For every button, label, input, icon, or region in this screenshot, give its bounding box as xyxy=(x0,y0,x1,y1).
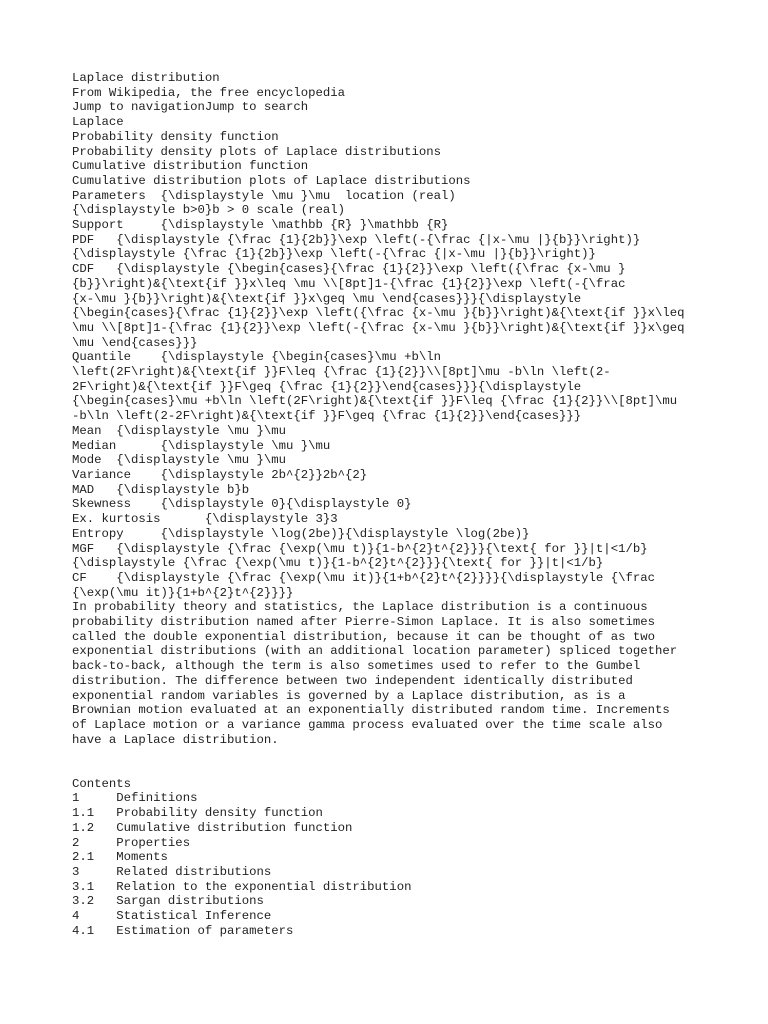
infobox-line: {x-\mu }{b}}\right)&{\text{if }}x\geq \mu \end{cases}}}{\displaystyle xyxy=(72,291,582,306)
header-line: Jump to navigationJump to search xyxy=(72,100,309,115)
contents-item[interactable]: 4.1 Estimation of parameters xyxy=(72,923,294,938)
contents-item[interactable]: 1 Definitions xyxy=(72,791,198,806)
contents-item[interactable]: 3.1 Relation to the exponential distribution xyxy=(72,879,412,894)
contents-list xyxy=(72,791,762,938)
intro-line: have a Laplace distribution. xyxy=(72,732,279,747)
intro-line: distribution. The difference between two independent identically distributed xyxy=(72,673,633,688)
infobox-line: MAD {\displaystyle b}b xyxy=(72,482,250,497)
intro-line: exponential distributions (with an additional location parameter) spliced together xyxy=(72,644,678,659)
intro-line: Brownian motion evaluated at an exponentially distributed random time. Increments xyxy=(72,703,670,718)
infobox-line: {\displaystyle {\frac {\exp(\mu t)}{1-b^{2}t^{2}}}{\text{ for }}|t|<1/b} xyxy=(72,556,604,571)
infobox-line: CF {\displaystyle {\frac {\exp(\mu it)}{1+b^{2}t^{2}}}}{\displaystyle {\frac xyxy=(72,570,655,585)
header-line: Laplace xyxy=(72,115,124,130)
infobox-line: {\exp(\mu it)}{1+b^{2}t^{2}}}} xyxy=(72,585,294,600)
infobox-line: CDF {\displaystyle {\begin{cases}{\frac {1}{2}}\exp \left({\frac {x-\mu } xyxy=(72,262,626,277)
header-line: Laplace distribution xyxy=(72,71,220,85)
contents-item[interactable]: 2.1 Moments xyxy=(72,850,168,865)
infobox xyxy=(72,189,762,601)
infobox-line: Parameters {\displaystyle \mu }\mu location (real) xyxy=(72,188,456,203)
contents-item[interactable]: 1.2 Cumulative distribution function xyxy=(72,820,353,835)
intro-line: called the double exponential distribution, because it can be thought of as two xyxy=(72,629,655,644)
infobox-line: Mean {\displaystyle \mu }\mu xyxy=(72,423,287,438)
infobox-line: {\displaystyle b>0}b > 0 scale (real) xyxy=(72,203,346,218)
contents-item[interactable]: 4 Statistical Inference xyxy=(72,909,272,924)
intro-line: back-to-back, although the term is also sometimes used to refer to the Gumbel xyxy=(72,659,641,674)
header-line: Cumulative distribution plots of Laplace distributions xyxy=(72,173,471,188)
intro-line: exponential random variables is governed by a Laplace distribution, as is a xyxy=(72,688,626,703)
intro-line: In probability theory and statistics, the Laplace distribution is a continuous xyxy=(72,600,648,615)
infobox-line: {\displaystyle {\frac {1}{2b}}\exp \left(-{\frac {|x-\mu |}{b}}\right)} xyxy=(72,247,596,262)
header-line: From Wikipedia, the free encyclopedia xyxy=(72,85,346,100)
infobox-line: {\begin{cases}\mu +b\ln \left(2F\right)&{\text{if }}F\leq {\frac {1}{2}}\\[8pt]\mu xyxy=(72,394,678,409)
infobox-line: 2F\right)&{\text{if }}F\geq {\frac {1}{2}}\end{cases}}}{\displaystyle xyxy=(72,379,582,394)
infobox-line: Ex. kurtosis {\displaystyle 3}3 xyxy=(72,512,338,527)
header-line: Cumulative distribution function xyxy=(72,159,309,174)
intro-line: probability distribution named after Pierre-Simon Laplace. It is also sometimes xyxy=(72,615,655,630)
table-of-contents xyxy=(72,777,762,939)
contents-title: Contents xyxy=(72,776,132,791)
infobox-line: \mu \end{cases}}} xyxy=(72,335,198,350)
infobox-line: MGF {\displaystyle {\frac {\exp(\mu t)}{1-b^{2}t^{2}}}{\text{ for }}|t|<1/b} xyxy=(72,541,648,556)
infobox-line: -b\ln \left(2-2F\right)&{\text{if }}F\geq {\frac {1}{2}}\end{cases}}} xyxy=(72,409,582,424)
intro-line: of Laplace motion or a variance gamma process evaluated over the time scale also xyxy=(72,717,663,732)
infobox-line: \mu \\[8pt]1-{\frac {1}{2}}\exp \left(-{\frac {x-\mu }{b}}\right)&{\text{if }}x\geq xyxy=(72,320,685,335)
infobox-line: Entropy {\displaystyle \log(2be)}{\displaystyle \log(2be)} xyxy=(72,526,530,541)
infobox-line: Mode {\displaystyle \mu }\mu xyxy=(72,453,287,468)
section-gap xyxy=(72,747,762,776)
contents-item[interactable]: 1.1 Probability density function xyxy=(72,806,323,821)
contents-item[interactable]: 3.2 Sargan distributions xyxy=(72,894,264,909)
infobox-line: {\begin{cases}{\frac {1}{2}}\exp \left({\frac {x-\mu }{b}}\right)&{\text{if }}x\leq xyxy=(72,306,685,321)
infobox-line: Median {\displaystyle \mu }\mu xyxy=(72,438,331,453)
infobox-line: Skewness {\displaystyle 0}{\displaystyle 0} xyxy=(72,497,412,512)
intro-paragraph xyxy=(72,600,762,747)
article-header xyxy=(72,71,762,189)
infobox-line: Support {\displaystyle \mathbb {R} }\mathbb {R} xyxy=(72,218,449,233)
contents-item[interactable]: 2 Properties xyxy=(72,835,191,850)
infobox-line: \left(2F\right)&{\text{if }}F\leq {\frac {1}{2}}\\[8pt]\mu -b\ln \left(2- xyxy=(72,365,611,380)
header-line: Probability density function xyxy=(72,129,279,144)
infobox-line: {b}}\right)&{\text{if }}x\leq \mu \\[8pt]1-{\frac {1}{2}}\exp \left(-{\frac xyxy=(72,276,626,291)
infobox-line: PDF {\displaystyle {\frac {1}{2b}}\exp \left(-{\frac {|x-\mu |}{b}}\right)} xyxy=(72,232,641,247)
infobox-line: Variance {\displaystyle 2b^{2}}2b^{2} xyxy=(72,467,368,482)
header-line: Probability density plots of Laplace distributions xyxy=(72,144,441,159)
infobox-line: Quantile {\displaystyle {\begin{cases}\mu +b\ln xyxy=(72,350,441,365)
document-body xyxy=(72,71,762,938)
contents-item[interactable]: 3 Related distributions xyxy=(72,864,272,879)
